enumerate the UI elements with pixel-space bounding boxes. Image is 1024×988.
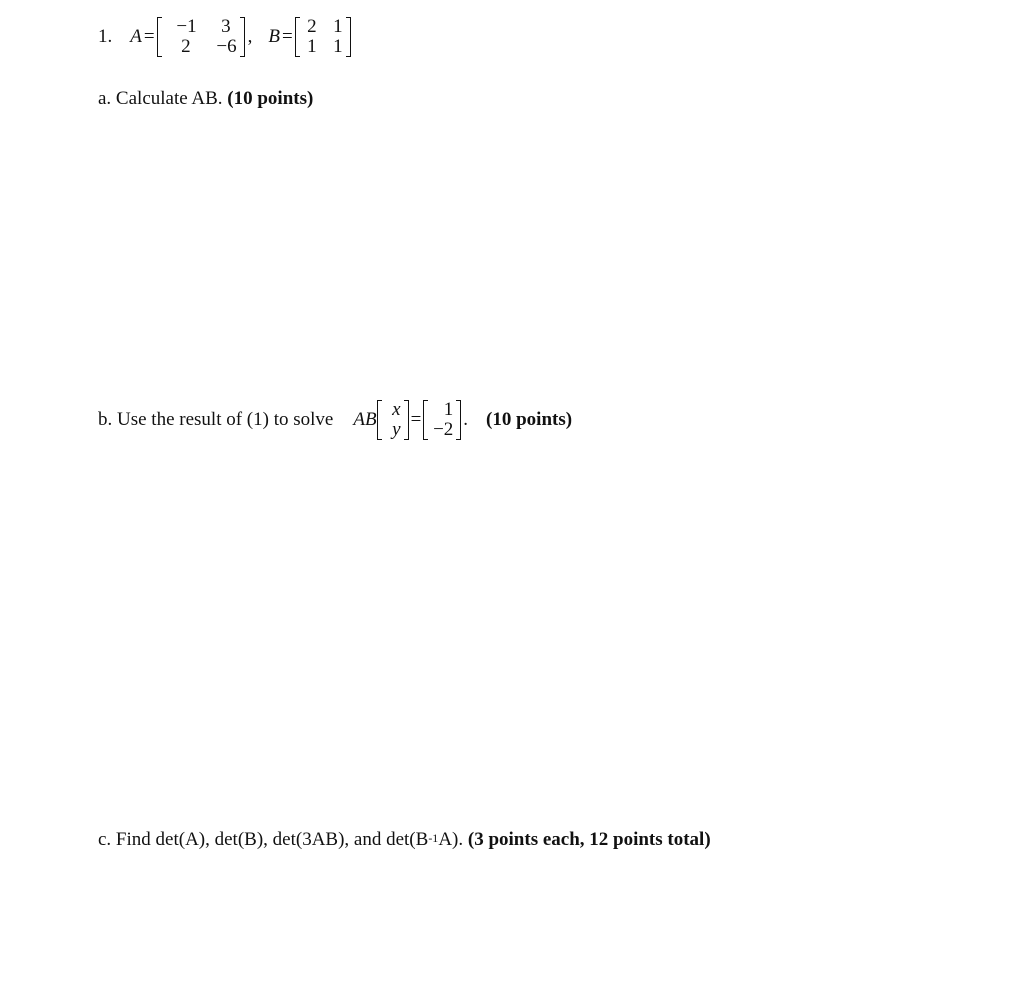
matrix-cell: −1	[176, 16, 197, 37]
right-bracket	[404, 400, 409, 440]
part-a-text: a. Calculate AB.	[98, 88, 228, 109]
matrix-a	[157, 17, 245, 57]
matrix-a-cells	[162, 17, 240, 57]
unknowns-cells	[382, 400, 404, 440]
matrix-b	[295, 17, 351, 57]
matrix-b-name: B	[268, 26, 280, 47]
part-b-text: b. Use the result of (1) to solve	[98, 409, 334, 430]
vector-cell: x	[392, 399, 401, 420]
part-b-lhs: AB	[353, 409, 377, 430]
part-c-text-end: A).	[438, 829, 468, 850]
part-b-points: (10 points)	[486, 409, 573, 430]
right-bracket	[240, 17, 245, 57]
matrix-cell: 1	[333, 16, 343, 37]
part-c-text: c. Find det(A), det(B), det(3AB), and det(B	[98, 829, 429, 850]
matrix-b-cells	[300, 17, 346, 57]
vector-cell: 1	[443, 399, 454, 420]
comma: ,	[247, 26, 253, 47]
part-b	[98, 396, 572, 444]
part-c-points: (3 points each, 12 points total)	[467, 829, 711, 850]
vector-cell: y	[392, 419, 401, 440]
matrix-a-name: A	[130, 26, 142, 47]
part-a-points: (10 points)	[227, 88, 314, 109]
right-bracket	[346, 17, 351, 57]
part-a	[98, 86, 313, 112]
matrix-cell: 3	[221, 16, 231, 37]
vector-cell: −2	[433, 419, 454, 440]
inverse-superscript: -1	[428, 830, 439, 845]
matrix-cell: 1	[333, 36, 343, 57]
rhs-cells	[428, 400, 456, 440]
matrix-cell: 2	[307, 16, 317, 37]
equals-sign: =	[143, 26, 155, 47]
equals-sign: =	[281, 26, 293, 47]
matrix-cell: 1	[307, 36, 317, 57]
right-bracket	[456, 400, 461, 440]
matrix-cell: 2	[181, 36, 191, 57]
problem-header	[98, 14, 351, 60]
problem-number: 1.	[98, 26, 113, 47]
part-c	[98, 827, 711, 853]
unknowns-vector	[377, 400, 409, 440]
period: .	[463, 409, 469, 430]
equals-sign: =	[410, 409, 422, 430]
rhs-vector	[423, 400, 461, 440]
matrix-cell: −6	[216, 36, 237, 57]
